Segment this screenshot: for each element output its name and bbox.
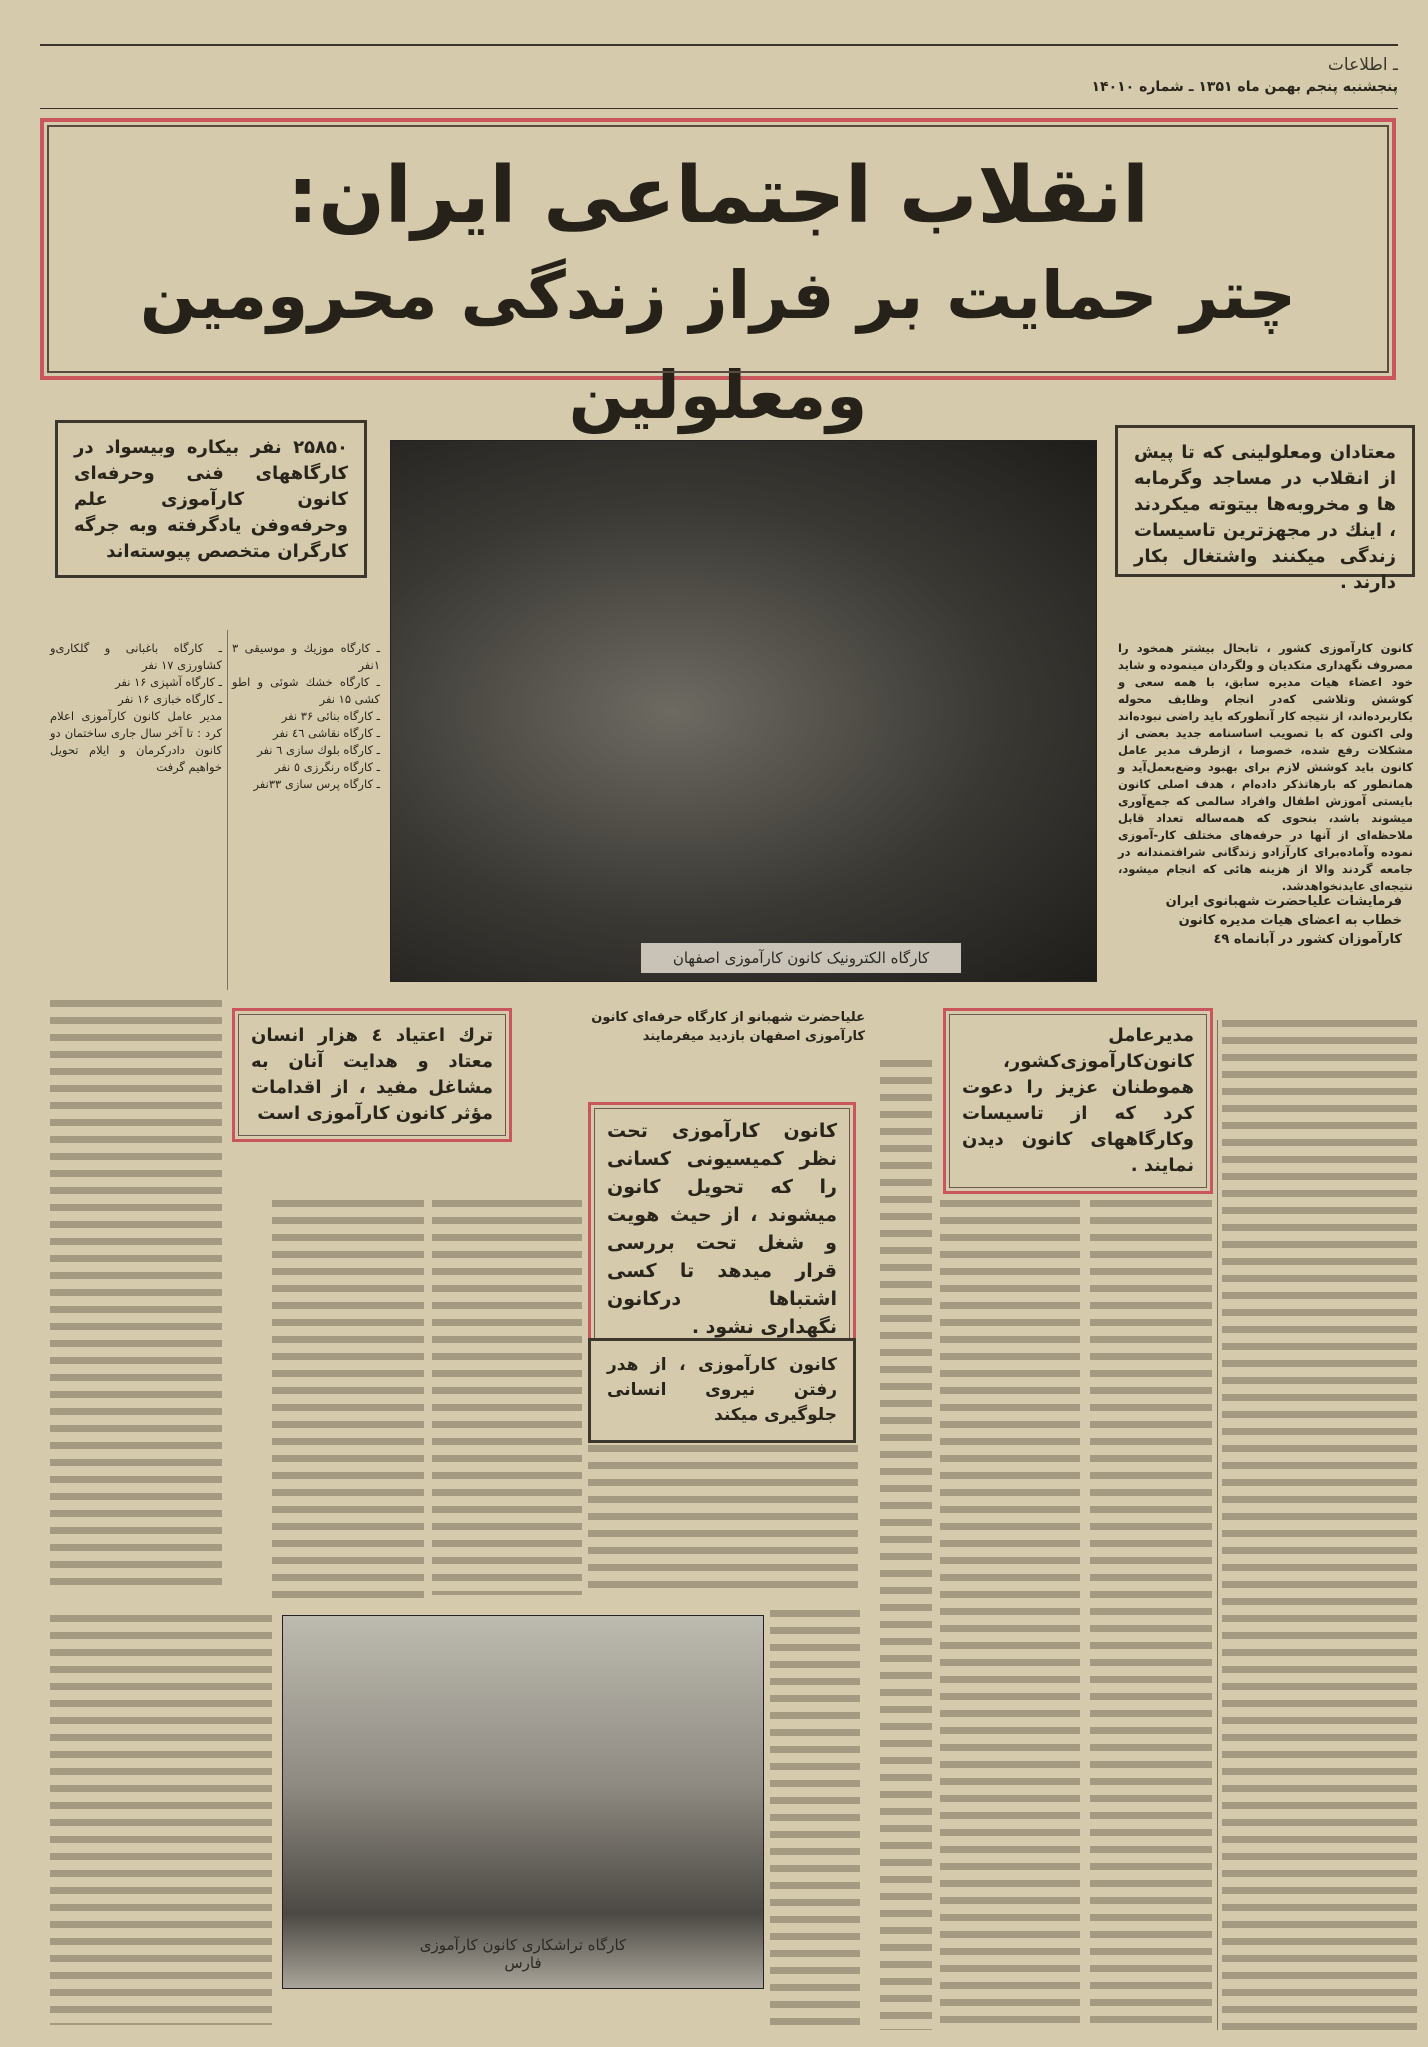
body-text-column	[1090, 1200, 1212, 2030]
workshop-list-2: ـ کارگاه موزیك و موسیقی ۳ ۱نفر ـ کارگاه خشك شوئی و اطو کشی ۱۵ نفر ـ کارگاه بنائی ۳۶ نفر ـ کارگاه نقاشی ٤٦ نفر ـ کارگاه بلوك سازی ٦ نفر ـ کارگاه رنگرزی ٥ نفر ـ کارگاه پرس سازی ۳۳نفر	[232, 641, 380, 791]
bottom-photo-sign: کارگاه تراشکاری کانون کارآموزی فارس	[419, 1936, 627, 1972]
header-rule	[40, 108, 1398, 109]
top-rule	[40, 44, 1398, 46]
body-text-column	[50, 1000, 222, 1590]
pullquote-mid-right: مدیرعامل کانون‌کارآموزی‌کشور، هموطنان عزیز را دعوت کرد که از تاسیسات وکارگاههای کانون دیدن نمایند .	[943, 1008, 1213, 1194]
article-intro: کانون کارآموزی کشور ، تابحال بیشتر همخود را مصروف نگهداری متکدیان و ولگردان مینموده و شاید خود اعضاء هیات مدیره سابق، با همه سعی و کوشش وتلاشی که‌در انجام وظایف محوله بکاربرده‌اند، از نتیجه کار آنطورکه باید راضی نبوده‌اند ولی اکنون که با تصویب اساسنامه جدید بعضی از مشکلات رفع شده، خصوصا ، ازطرف مدیر عامل کانون باید کوشش لازم برای بهبود وضع‌بعمل‌آید و همانطور که بارهاتذکر داده‌ام ، هدف اصلی کانون بایستی آموزش اطفال وافراد سالمی که جمع‌آوری میشوند باشد، بنحوی که همه‌ساله تعداد قابل ملاحظه‌ای از آنها در حرفه‌های مختلف کار-آموزی نموده وآماده‌برای کارآزادو زندگانی شرافتمندانه در جامعه گردند والا از هزینه هائی که انجام میشود، نتیجه‌ای عایدنخواهدشد.	[1118, 641, 1413, 893]
newspaper-name: ـ اطلاعات	[1327, 55, 1398, 75]
pullquote-center-2: کانون کارآموزی ، از هدر رفتن نیروی انسانی جلوگیری میکند	[588, 1338, 856, 1443]
main-photo	[390, 440, 1097, 982]
main-photo-caption: علیاحضرت شهبانو از کارگاه حرفه‌ای کانون کارآموزی اصفهان بازدید میفرمایند	[591, 1010, 865, 1044]
body-text-column	[1222, 1020, 1417, 2030]
body-text-column	[272, 1200, 424, 1600]
body-text-column	[588, 1445, 858, 1595]
body-text-column	[880, 1060, 932, 2030]
column-divider	[227, 630, 228, 990]
workshop-list-1: ـ کارگاه باغبانی و گلکاری‌و کشاورزی ۱۷ نفر ـ کارگاه آشپزی ۱۶ نفر ـ کارگاه خبازی ۱۶ نفر مدیر عامل کانون کارآموزی اعلام کرد : تا آخر سال جاری ساختمان دو کانون دادرکرمان و ایلام تحویل خواهیم گرفت	[50, 641, 222, 774]
photo-sign: کارگاه الکترونیک کانون کارآموزی اصفهان	[641, 943, 961, 973]
pullquote-mid-left: ترك اعتیاد ٤ هزار انسان معتاد و هدایت آنان به مشاغل مفید ، از اقدامات مؤثر کانون کارآموزی است	[232, 1008, 512, 1142]
body-text-column	[770, 1610, 860, 2030]
body-text-column	[50, 1615, 272, 2025]
body-text-column	[940, 1200, 1080, 2030]
bottom-photo	[282, 1615, 764, 1989]
headline-sub: چتر حمایت بر فراز زندگی محرومین ومعلولین	[139, 257, 1297, 434]
issue-date: پنجشنبه پنجم بهمن ماه ۱۳۵۱ ـ شماره ۱۴۰۱۰	[1091, 79, 1398, 95]
body-text-column	[432, 1200, 582, 1595]
quote-caption: فرمایشات علیاحضرت شهبانوی ایران خطاب به اعضای هیات مدیره کانون کارآموزان کشور در آبانماه ٤٩	[1165, 894, 1402, 947]
pullquote-top-right: معتادان ومعلولینی که تا پیش از انقلاب در مساجد وگرمابه ها و مخروبه‌ها بیتوته میکردند ، اینك در مجهزترین تاسیسات زندگی میکنند واشتغال بکار دارند .	[1115, 425, 1415, 577]
pullquote-center: کانون کارآموزی تحت نظر کمیسیونی کسانی را که تحویل کانون میشوند ، از حیث هویت و شغل تحت بررسی قرار میدهد تا کسی اشتباها درکانون نگهداری نشود .	[588, 1102, 856, 1356]
masthead	[1091, 55, 1398, 95]
column-divider	[1217, 1020, 1218, 2030]
headline-box	[40, 118, 1396, 434]
pullquote-top-left: ۲۵۸۵۰ نفر بیکاره وبیسواد در کارگاههای فنی وحرفه‌ای کانون کارآموزی علم وحرفه‌وفن یادگرفته وبه جرگه کارگران متخصص پیوسته‌اند	[55, 420, 367, 578]
headline-main: انقلاب اجتماعی ایران:	[287, 151, 1149, 241]
